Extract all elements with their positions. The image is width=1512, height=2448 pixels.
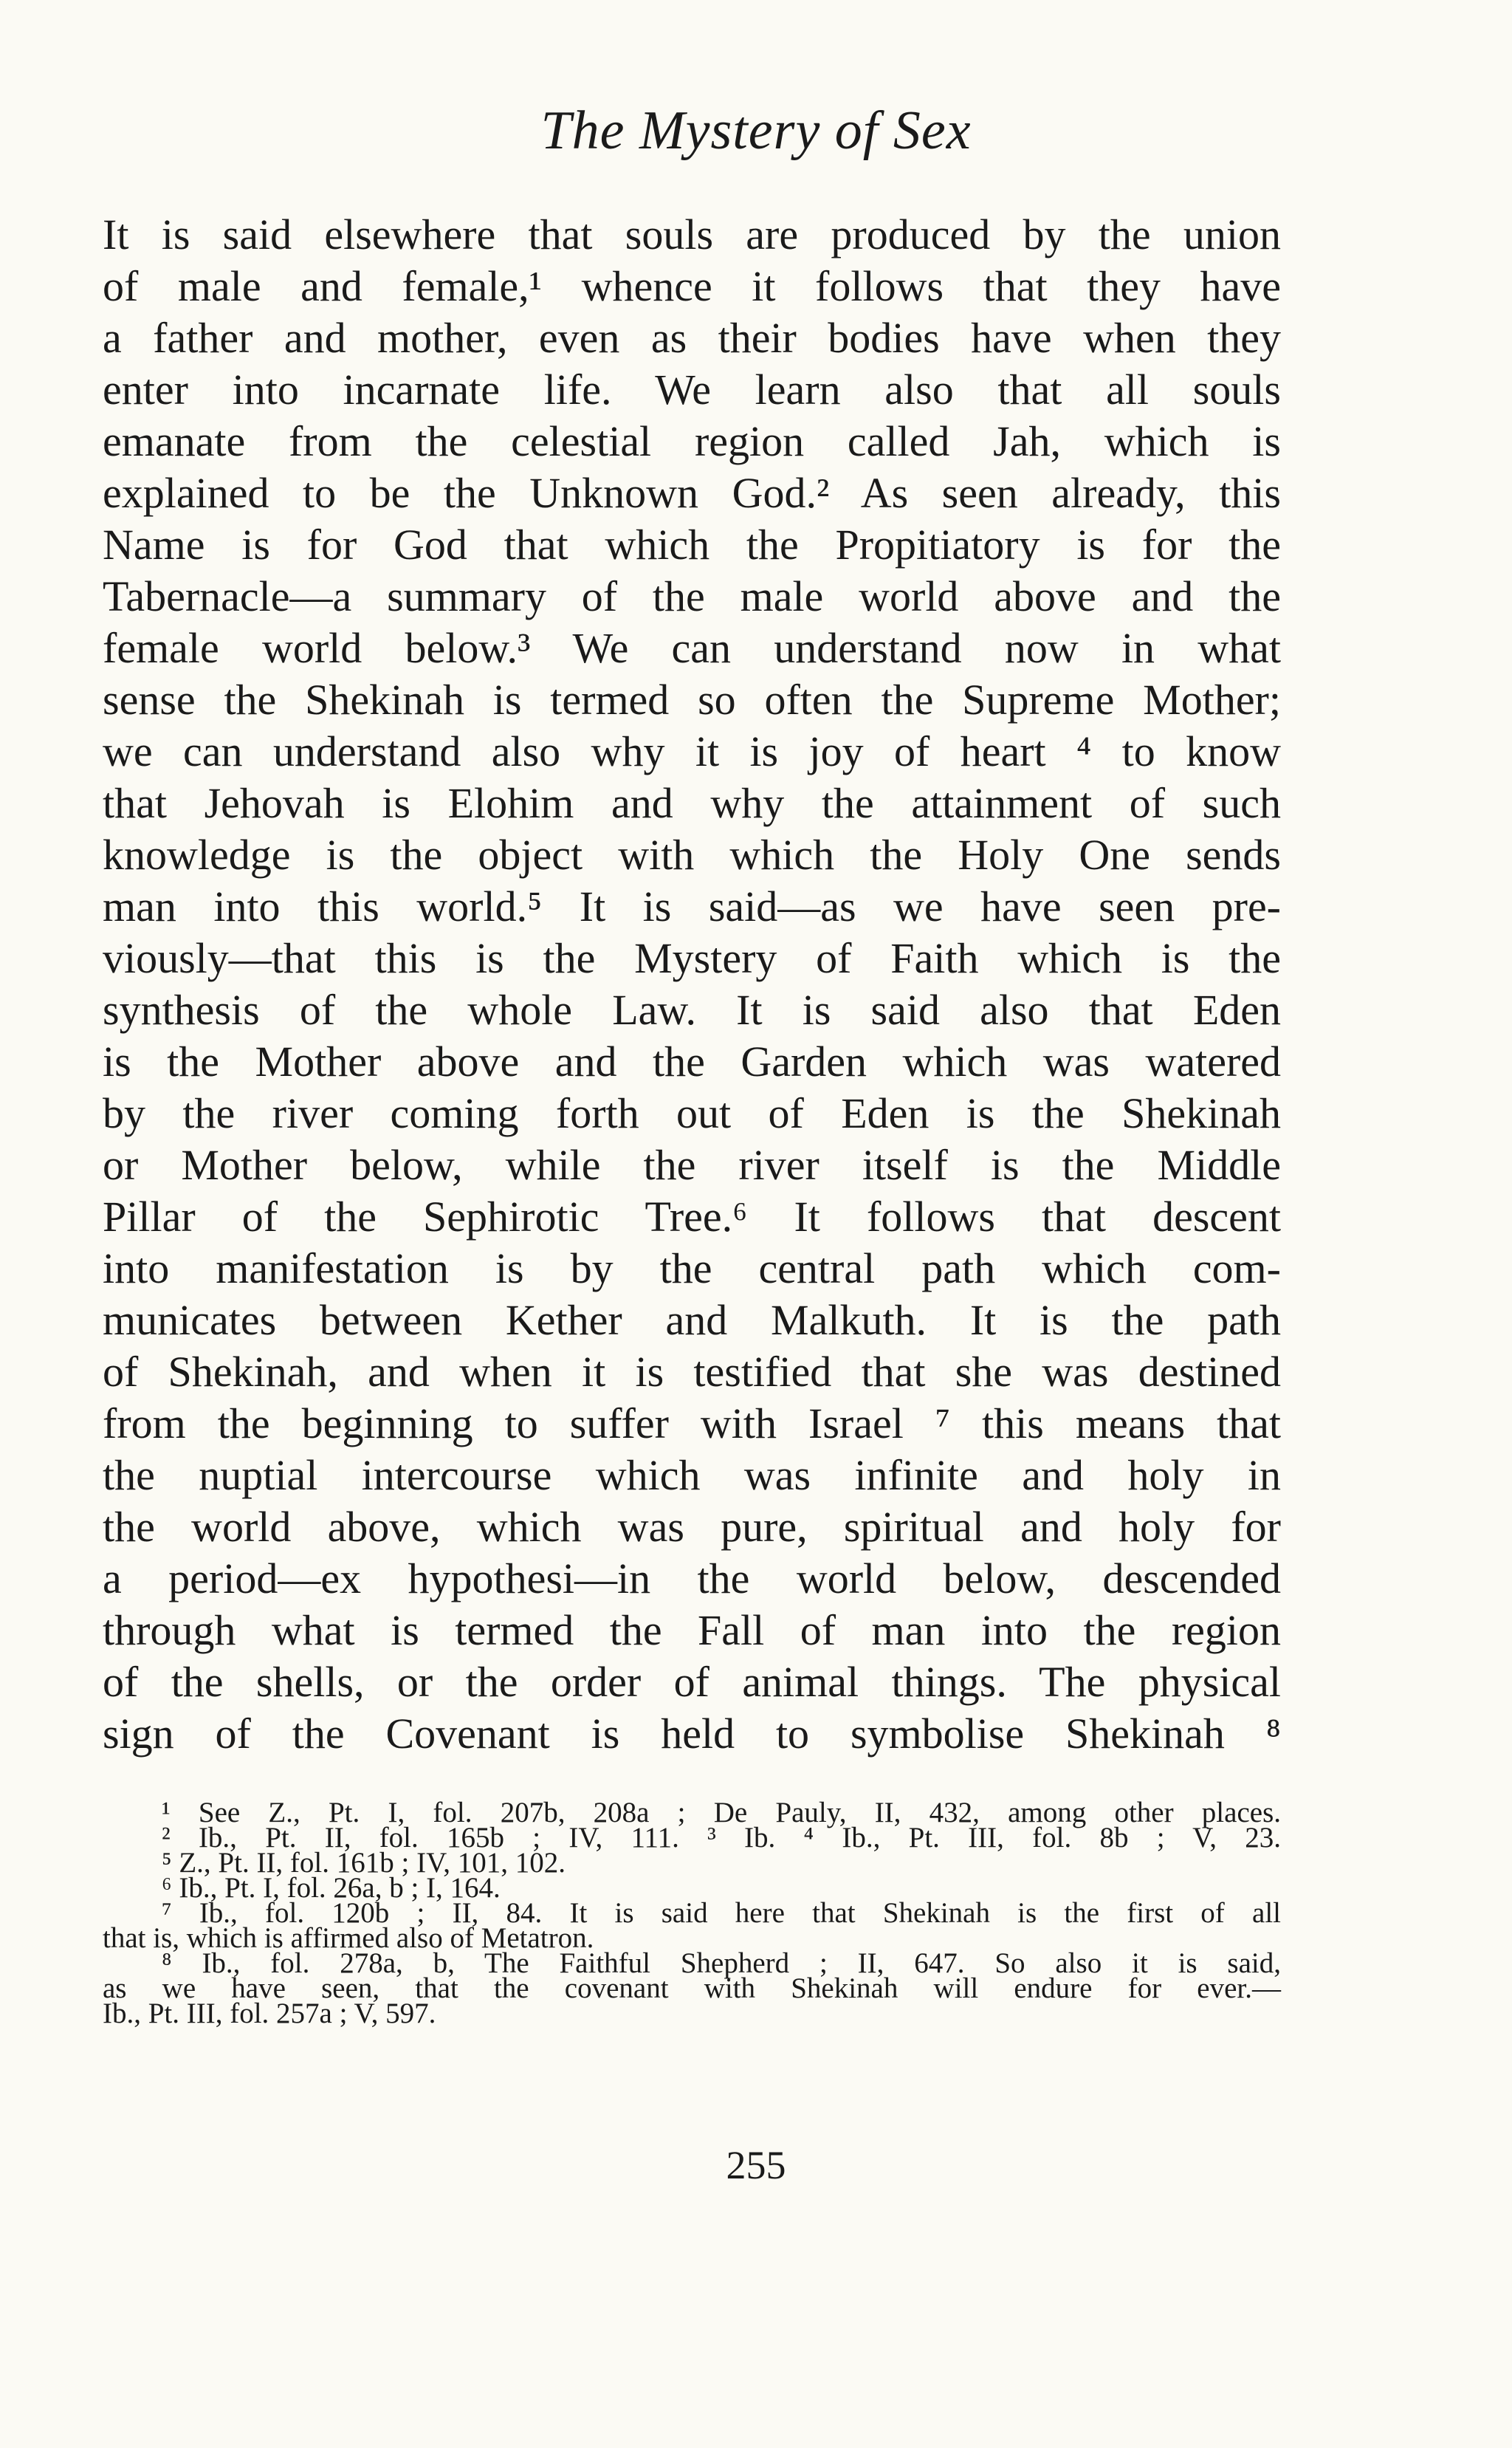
- footnote-line: ⁶ Ib., Pt. I, fol. 26a, b ; I, 164.: [162, 1872, 501, 1904]
- body-text: [103, 209, 1281, 1760]
- body-line: that Jehovah is Elohim and why the attainment of such: [103, 779, 1281, 827]
- footnote-line: ⁵ Z., Pt. II, fol. 161b ; IV, 101, 102.: [162, 1847, 566, 1879]
- footnote-line: ¹ See Z., Pt. I, fol. 207b, 208a ; De Pauly, II, 432, among other places.: [162, 1797, 1281, 1828]
- body-line: explained to be the Unknown God.² As seen already, this: [103, 469, 1281, 517]
- page-title: The Mystery of Sex: [540, 100, 972, 161]
- footnotes: [103, 1797, 1281, 2029]
- body-line: enter into incarnate life. We learn also that all souls: [103, 366, 1281, 414]
- body-line: of the shells, or the order of animal things. The physical: [103, 1658, 1281, 1706]
- footnote-line: as we have seen, that the covenant with Shekinah will endure for ever.—: [103, 1972, 1281, 2004]
- body-line: sense the Shekinah is termed so often the Supreme Mother;: [103, 676, 1281, 724]
- body-line: a father and mother, even as their bodies have when they: [103, 314, 1281, 362]
- body-line: female world below.³ We can understand now in what: [103, 624, 1281, 672]
- body-line: the nuptial intercourse which was infinite and holy in: [103, 1451, 1281, 1499]
- footnote-line: ⁸ Ib., fol. 278a, b, The Faithful Shepherd ; II, 647. So also it is said,: [162, 1947, 1281, 1979]
- body-line: a period—ex hypothesi—in the world below, descended: [103, 1554, 1281, 1602]
- body-line: emanate from the celestial region called Jah, which is: [103, 417, 1281, 465]
- body-line: through what is termed the Fall of man into the region: [103, 1606, 1281, 1654]
- body-line: viously—that this is the Mystery of Faith which is the: [103, 934, 1281, 982]
- body-line: Tabernacle—a summary of the male world above and the: [103, 572, 1281, 620]
- body-line: is the Mother above and the Garden which was watered: [103, 1038, 1281, 1086]
- body-line: by the river coming forth out of Eden is the Shekinah: [103, 1089, 1281, 1137]
- page-number: 255: [726, 2143, 786, 2187]
- body-line: Name is for God that which the Propitiatory is for the: [103, 521, 1281, 569]
- body-line: man into this world.⁵ It is said—as we have seen pre-: [103, 882, 1281, 930]
- body-line: of Shekinah, and when it is testified that she was destined: [103, 1348, 1281, 1396]
- body-line: knowledge is the object with which the Holy One sends: [103, 831, 1281, 879]
- body-line: It is said elsewhere that souls are produced by the union: [103, 210, 1281, 258]
- footnote-line: that is, which is affirmed also of Metatron.: [103, 1922, 594, 1954]
- footnote-line: ⁷ Ib., fol. 120b ; II, 84. It is said here that Shekinah is the first of all: [162, 1897, 1281, 1929]
- body-line: the world above, which was pure, spiritual and holy for: [103, 1503, 1281, 1551]
- body-line: municates between Kether and Malkuth. It is the path: [103, 1296, 1281, 1344]
- body-line: of male and female,¹ whence it follows that they have: [103, 262, 1281, 310]
- footnote-line: Ib., Pt. III, fol. 257a ; V, 597.: [103, 1998, 436, 2029]
- footnote-line: ² Ib., Pt. II, fol. 165b ; IV, 111. ³ Ib. ⁴ Ib., Pt. III, fol. 8b ; V, 23.: [162, 1822, 1281, 1854]
- body-line: or Mother below, while the river itself is the Middle: [103, 1141, 1281, 1189]
- body-line: we can understand also why it is joy of heart ⁴ to know: [103, 727, 1281, 775]
- body-line: from the beginning to suffer with Israel ⁷ this means that: [103, 1399, 1281, 1447]
- body-line: Pillar of the Sephirotic Tree.⁶ It follows that descent: [103, 1193, 1281, 1241]
- body-line: into manifestation is by the central path which com-: [103, 1244, 1281, 1292]
- body-line: sign of the Covenant is held to symbolise Shekinah ⁸: [103, 1710, 1281, 1758]
- body-line: synthesis of the whole Law. It is said also that Eden: [103, 986, 1281, 1034]
